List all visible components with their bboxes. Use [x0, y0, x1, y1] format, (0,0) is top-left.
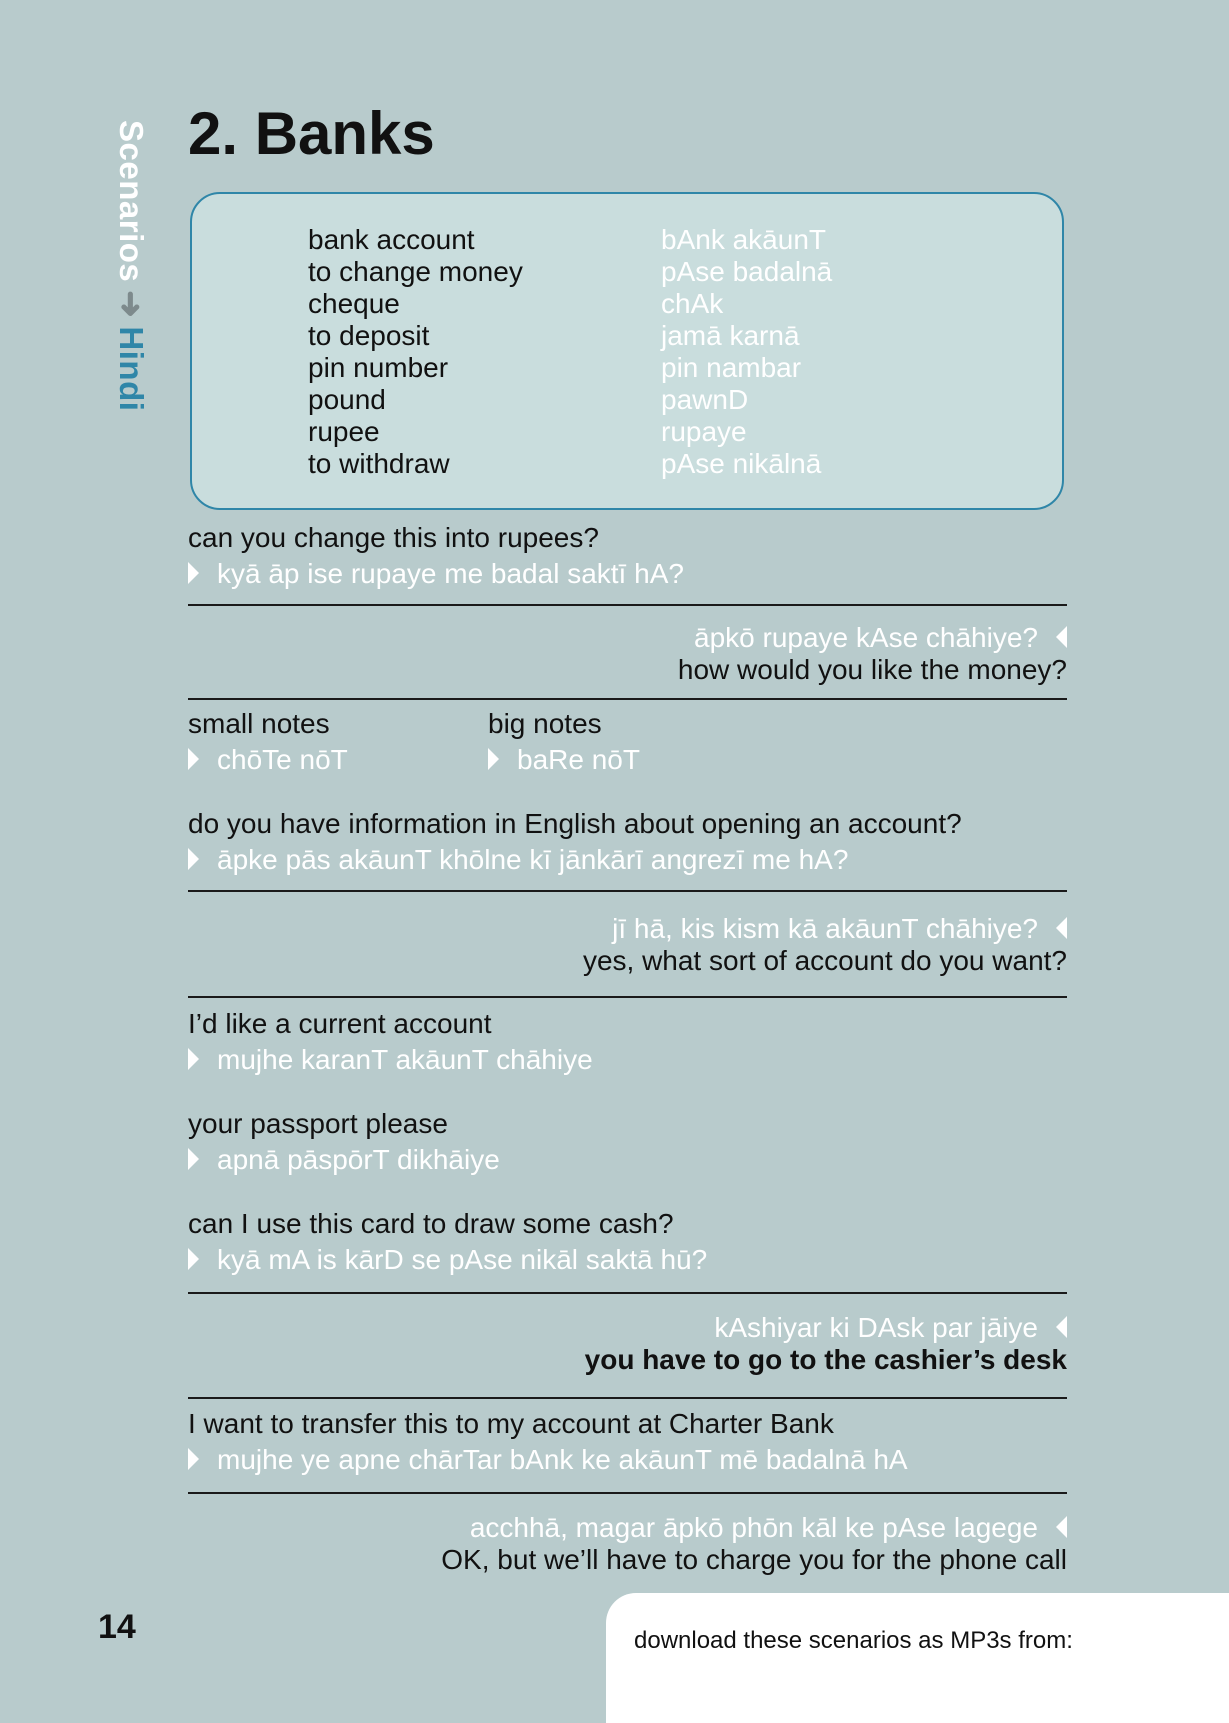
play-right-icon — [188, 1248, 199, 1270]
phrase-hindi-text: āpke pās akāunT khōlne kī jānkārī angrezī me hA? — [217, 844, 849, 876]
phrase-hindi — [188, 1444, 908, 1476]
divider — [188, 996, 1067, 998]
reply-hindi-text: jī hā, kis kism kā akāunT chāhiye? — [612, 913, 1038, 944]
language-name: Hindi — [113, 326, 150, 412]
play-right-icon — [188, 1048, 199, 1070]
vocab-row — [192, 352, 1062, 384]
phrase-hindi — [188, 844, 962, 876]
phrase-hindi — [188, 1044, 593, 1076]
phrase-block — [188, 1008, 593, 1076]
phrase-english: do you have information in English about opening an account? — [188, 808, 962, 839]
vocab-hindi: rupaye — [661, 416, 747, 447]
phrase-english: big notes — [488, 708, 602, 739]
vocab-english: to deposit — [308, 320, 430, 351]
reply-english: you have to go to the cashier’s desk — [584, 1344, 1067, 1376]
download-box — [606, 1593, 1229, 1723]
arrow-right-icon: ➜ — [113, 290, 150, 319]
phrase-hindi-text: baRe nōT — [517, 744, 640, 776]
phrase-block — [488, 708, 640, 776]
divider — [188, 890, 1067, 892]
vocab-row — [192, 416, 1062, 448]
vocab-english: rupee — [308, 416, 380, 447]
phrase-hindi — [188, 744, 348, 776]
phrase-english: I’d like a current account — [188, 1008, 492, 1039]
divider — [188, 604, 1067, 606]
phrase-hindi-text: chōTe nōT — [217, 744, 348, 776]
reply-hindi-text: āpkō rupaye kAse chāhiye? — [694, 622, 1038, 653]
play-right-icon — [488, 748, 499, 770]
section-name: Scenarios — [113, 120, 150, 283]
play-left-icon — [1056, 1516, 1067, 1538]
divider — [188, 698, 1067, 700]
vocab-row — [192, 448, 1062, 480]
phrase-block — [188, 1208, 707, 1276]
vocab-english: bank account — [308, 224, 475, 255]
play-right-icon — [188, 562, 199, 584]
phrase-block — [188, 1408, 908, 1476]
phrase-hindi-text: kyā mA is kārD se pAse nikāl saktā hū? — [217, 1244, 708, 1276]
vocab-hindi: chAk — [661, 288, 724, 319]
phrase-english: can you change this into rupees? — [188, 522, 599, 553]
vocab-english: to withdraw — [308, 448, 450, 479]
reply-block — [678, 618, 1067, 686]
reply-english: OK, but we’ll have to charge you for the phone call — [441, 1544, 1067, 1576]
phrase-english: small notes — [188, 708, 330, 739]
phrase-english: can I use this card to draw some cash? — [188, 1208, 674, 1239]
vocab-english: pound — [308, 384, 386, 415]
vocab-row — [192, 288, 1062, 320]
play-right-icon — [188, 848, 199, 870]
phrase-english: your passport please — [188, 1108, 448, 1139]
reply-block — [441, 1508, 1067, 1576]
reply-block — [583, 909, 1067, 977]
page-title: 2. Banks — [188, 100, 435, 167]
vocab-english: pin number — [308, 352, 449, 383]
vocab-hindi: jamā karnā — [661, 320, 800, 351]
phrase-hindi-text: apnā pāspōrT dikhāiye — [217, 1144, 500, 1176]
vocab-row — [192, 384, 1062, 416]
reply-hindi — [678, 622, 1067, 654]
phrase-hindi — [488, 744, 640, 776]
phrase-block — [188, 1108, 500, 1176]
vocab-english: cheque — [308, 288, 400, 319]
divider — [188, 1292, 1067, 1294]
play-left-icon — [1056, 626, 1067, 648]
play-right-icon — [188, 1448, 199, 1470]
play-right-icon — [188, 1148, 199, 1170]
phrase-block — [188, 522, 684, 590]
phrase-hindi — [188, 1144, 500, 1176]
vocab-hindi: bAnk akāunT — [661, 224, 826, 255]
vocab-hindi: pAse badalnā — [661, 256, 833, 287]
reply-english: yes, what sort of account do you want? — [582, 945, 1067, 977]
page-number: 14 — [98, 1608, 136, 1646]
phrase-hindi-text: kyā āp ise rupaye me badal saktī hA? — [217, 558, 684, 590]
play-left-icon — [1056, 917, 1067, 939]
phrase-hindi-text: mujhe karanT akāunT chāhiye — [217, 1044, 593, 1076]
phrase-block — [188, 708, 348, 776]
phrase-english: I want to transfer this to my account at Charter Bank — [188, 1408, 834, 1439]
vocab-hindi: pin nambar — [661, 352, 802, 383]
divider — [188, 1492, 1067, 1494]
vocab-hindi: pawnD — [661, 384, 749, 415]
phrase-hindi — [188, 1244, 707, 1276]
reply-hindi-text: kAshiyar ki DAsk par jāiye — [714, 1312, 1038, 1343]
reply-hindi — [441, 1512, 1067, 1544]
vocab-row — [192, 224, 1062, 256]
vocabulary-box — [190, 192, 1064, 510]
reply-block — [585, 1308, 1067, 1376]
play-right-icon — [188, 748, 199, 770]
divider — [188, 1397, 1067, 1399]
vocab-row — [192, 256, 1062, 288]
reply-english: how would you like the money? — [677, 654, 1067, 686]
phrase-hindi-text: mujhe ye apne chārTar bAnk ke akāunT mē badalnā hA — [217, 1444, 908, 1476]
reply-hindi — [585, 1312, 1067, 1344]
reply-hindi — [583, 913, 1067, 945]
play-left-icon — [1056, 1316, 1067, 1338]
sidebar-section-label — [112, 120, 151, 411]
reply-hindi-text: acchhā, magar āpkō phōn kāl ke pAse lagege — [469, 1512, 1038, 1543]
vocab-hindi: pAse nikālnā — [661, 448, 822, 479]
download-text: download these scenarios as MP3s from: — [634, 1627, 1073, 1654]
vocab-row — [192, 320, 1062, 352]
phrase-hindi — [188, 558, 684, 590]
vocab-english: to change money — [308, 256, 523, 287]
phrase-block — [188, 808, 962, 876]
